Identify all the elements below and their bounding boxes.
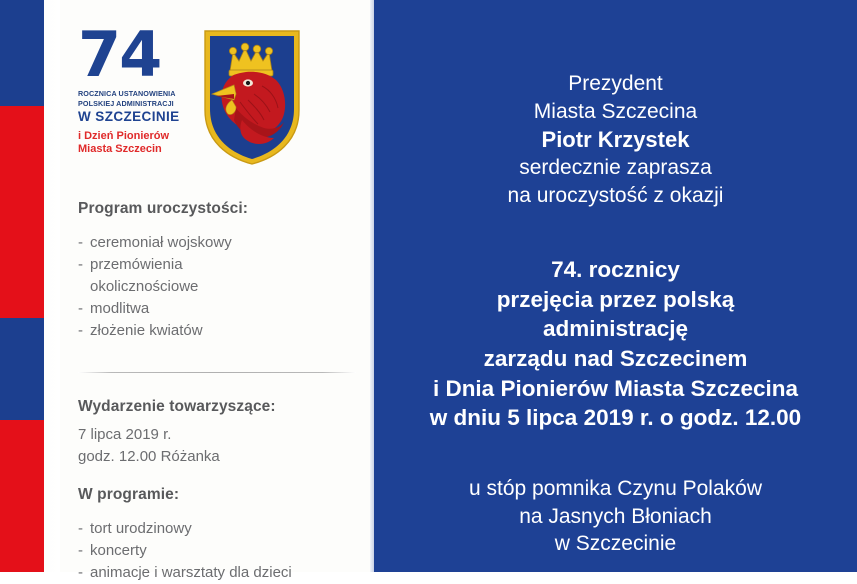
anniversary-logo-text <box>78 18 206 156</box>
invitation-line: Miasta Szczecina <box>533 99 698 123</box>
anniversary-subtitle-line2: POLSKIEJ ADMINISTRACJI <box>78 98 174 108</box>
anniversary-city: W SZCZECINIE <box>78 109 180 125</box>
list-bullet-dash: - <box>78 542 83 559</box>
venue-line: na Jasnych Błoniach <box>519 504 712 528</box>
list-bullet-dash: - <box>78 322 83 339</box>
list-item-label: przemówienia <box>90 256 183 273</box>
anniversary-red-line2: Miasta Szczecin <box>78 142 162 155</box>
occasion-line: administrację <box>542 316 689 342</box>
list-bullet-dash: - <box>78 564 83 581</box>
president-name: Piotr Krzystek <box>541 127 690 153</box>
program-list <box>78 232 232 342</box>
list-item-label: koncerty <box>90 542 147 559</box>
invitation-line: na uroczystość z okazji <box>507 184 724 208</box>
stripe-fade-overlay <box>44 0 60 572</box>
in-program-list <box>78 518 292 584</box>
occasion-line: i Dnia Pionierów Miasta Szczecina <box>432 375 799 401</box>
occasion-line: zarządu nad Szczecinem <box>483 346 748 372</box>
accompanying-event-heading: Wydarzenie towarzyszące: <box>78 398 276 415</box>
list-item-continuation <box>78 276 232 298</box>
anniversary-red-line1: i Dzień Pionierów <box>78 129 170 142</box>
list-item <box>78 298 232 320</box>
invitation-line: serdecznie zaprasza <box>519 156 712 180</box>
occasion-line: przejęcia przez polską <box>496 286 735 312</box>
flag-stripe-red-bottom <box>0 420 44 572</box>
anniversary-subtitle-line1: ROCZNICA USTANOWIENIA <box>78 88 176 98</box>
accompanying-time-place: godz. 12.00 Różanka <box>78 448 220 465</box>
list-item-label: ceremoniał wojskowy <box>90 234 232 251</box>
list-bullet-dash: - <box>78 234 83 251</box>
flag-stripe-red-upper <box>0 106 44 318</box>
occasion-details <box>374 255 857 433</box>
list-item-label: okolicznościowe <box>90 278 199 295</box>
anniversary-number: 74 <box>78 18 161 91</box>
in-program-heading: W programie: <box>78 486 180 503</box>
list-item <box>78 518 292 540</box>
invitation-line: Prezydent <box>568 72 663 95</box>
accompanying-date: 7 lipca 2019 r. <box>78 426 172 443</box>
flag-stripe-blue-top <box>0 0 44 106</box>
invitation-intro <box>374 70 857 210</box>
venue-line: u stóp pomnika Czynu Polaków <box>469 477 762 500</box>
list-item-label: tort urodzinowy <box>90 520 192 537</box>
section-divider <box>78 372 356 373</box>
list-bullet-dash: - <box>78 520 83 537</box>
flag-stripe-blue-lower <box>0 318 44 420</box>
program-heading: Program uroczystości: <box>78 200 249 217</box>
list-item <box>78 254 232 276</box>
list-item <box>78 540 292 562</box>
list-item-label: animacje i warsztaty dla dzieci <box>90 564 292 581</box>
anniversary-logo-block <box>78 18 370 166</box>
list-item <box>78 562 292 584</box>
szczecin-coat-of-arms-icon <box>202 28 302 165</box>
list-item <box>78 232 232 254</box>
venue-details <box>374 475 857 558</box>
left-column <box>60 0 370 581</box>
venue-line: w Szczecinie <box>554 532 677 556</box>
occasion-datetime: w dniu 5 lipca 2019 r. o godz. 12.00 <box>429 405 802 431</box>
occasion-line: 74. rocznicy <box>551 257 680 282</box>
accompanying-event-details <box>78 424 220 468</box>
list-bullet-dash: - <box>78 300 83 317</box>
list-item-label: złożenie kwiatów <box>90 322 203 339</box>
list-item <box>78 320 232 342</box>
list-item-label: modlitwa <box>90 300 150 317</box>
list-bullet-dash: - <box>78 256 83 273</box>
